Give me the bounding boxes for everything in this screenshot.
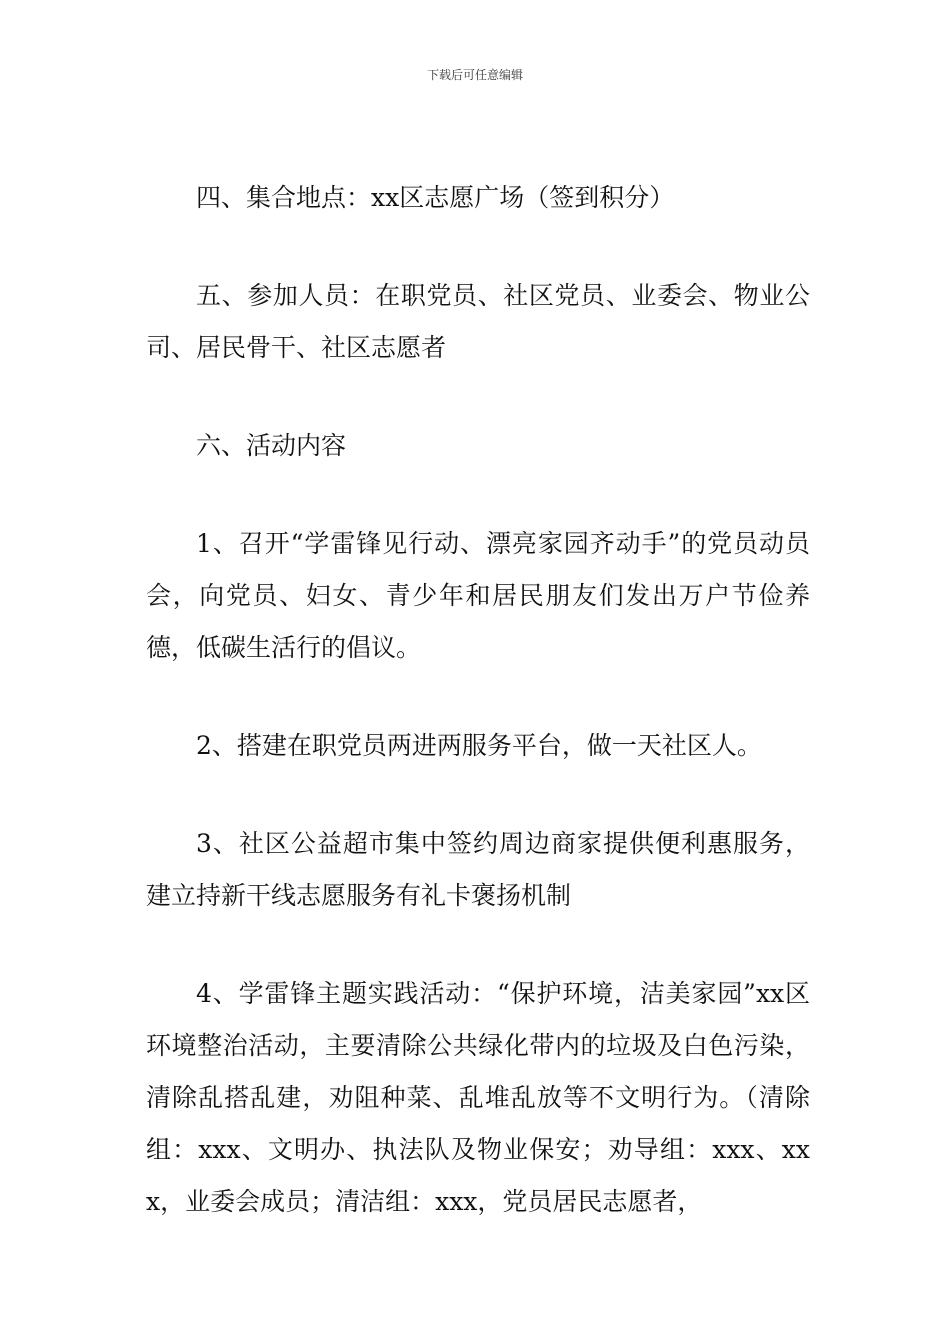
header-note: 下载后可任意编辑: [426, 68, 523, 82]
paragraph-activity-heading: 六、活动内容: [196, 431, 347, 460]
paragraph-item-3: 3、社区公益超市集中签约周边商家提供便利惠服务，建立持新干线志愿服务有礼卡褒扬机制: [146, 829, 810, 910]
paragraph-item-1: 1、召开“学雷锋见行动、漂亮家园齐动手”的党员动员会，向党员、妇女、青少年和居民朋友们发出万户节俭养德，低碳生活行的倡议。: [146, 529, 810, 662]
paragraph-item-2: 2、搭建在职党员两进两服务平台，做一天社区人。: [196, 731, 762, 760]
document-body: [146, 172, 810, 1228]
paragraph-assembly-location: 四、集合地点：xx区志愿广场（签到积分）: [196, 183, 675, 212]
paragraph-participants: 五、参加人员：在职党员、社区党员、业委会、物业公司、居民骨干、社区志愿者: [146, 281, 810, 362]
paragraph-item-4: 4、学雷锋主题实践活动：“保护环境，洁美家园”xx区环境整治活动，主要清除公共绿化带内的垃圾及白色污染，清除乱搭乱建，劝阻种菜、乱堆乱放等不文明行为。（清除组：xxx、文明办、执法队及物业保安；劝导组：xxx、xxx，业委会成员；清洁组：xxx，党员居民志愿者，: [146, 979, 810, 1216]
